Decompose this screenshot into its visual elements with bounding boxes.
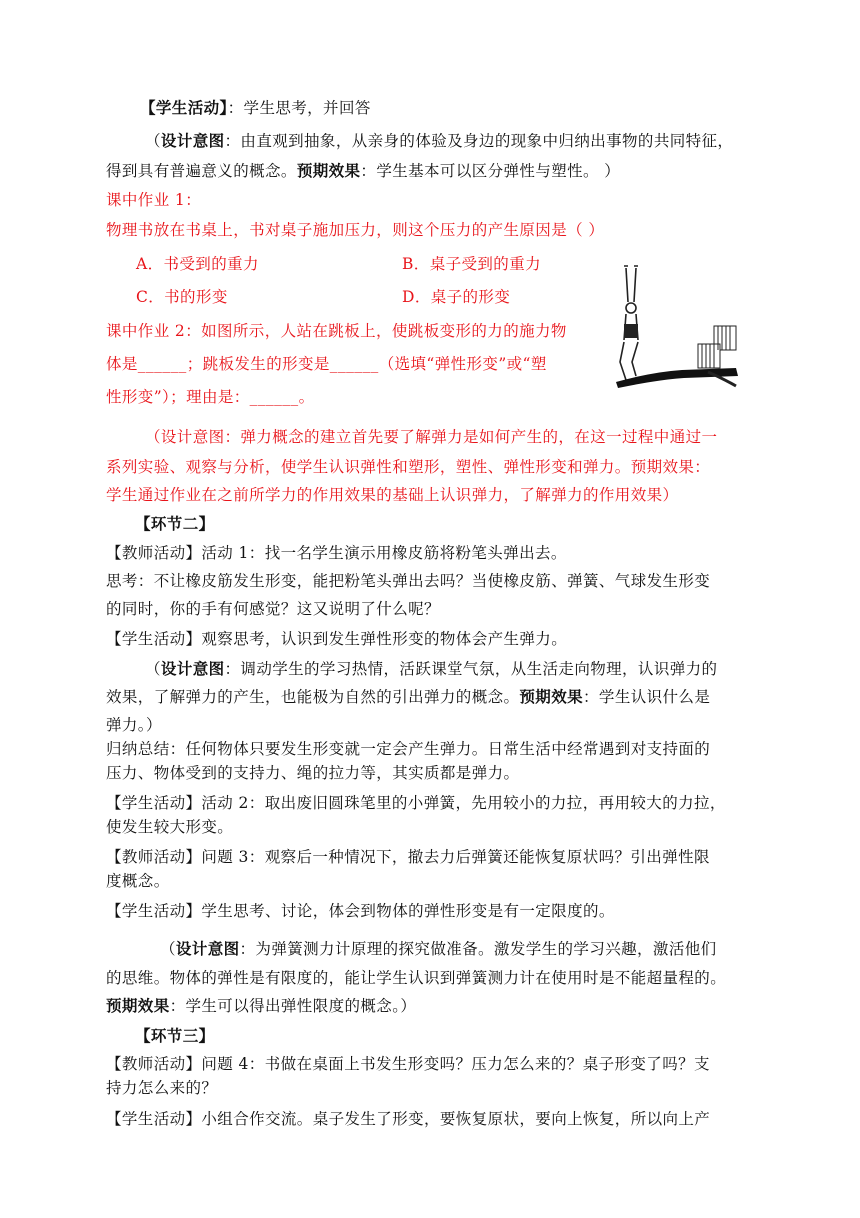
student-activity-2-line-2: 使发生较大形变。	[106, 818, 234, 836]
intent-label: 设计意图	[160, 131, 225, 150]
paragraph-text: ：学生思考，并回答	[227, 99, 371, 117]
activity-tag: 【学生活动】	[106, 1110, 202, 1128]
teacher-question-3-line-2: 度概念。	[106, 872, 170, 890]
activity-tag: 【教师活动】	[106, 544, 202, 562]
intent-2-line-3: 弹力。）	[106, 716, 162, 734]
design-intent-line-1	[145, 130, 733, 152]
student-activity-2-line-1	[106, 792, 726, 814]
teacher-question-4-line-2: 持力怎么来的？	[106, 1079, 218, 1097]
activity-tag: 【学生活动】	[106, 902, 202, 920]
option-a: A．书受到的重力	[136, 255, 259, 273]
student-activity-answer	[140, 97, 371, 119]
activity-tag: 【学生活动】	[106, 794, 202, 812]
paragraph-text: ：调动学生的学习热情，活跃课堂气氛，从生活走向物理，认识弹力的	[224, 660, 718, 678]
think-line-1: 思考：不让橡皮筋发生形变，能把粉笔头弹出去吗？当使橡皮筋、弹簧、气球发生形变	[106, 572, 711, 590]
teacher-question-4-line-1	[106, 1053, 710, 1075]
option-c: C．书的形变	[136, 288, 228, 306]
intent-3-line-1	[160, 938, 717, 960]
paragraph-text: 问题 4：书做在桌面上书发生形变吗？压力怎么来的？桌子形变了吗？支	[201, 1055, 710, 1073]
intent-red-line-3: 学生通过作业在之前所学力的作用效果的基础上认识弹力，了解弹力的作用效果）	[106, 486, 679, 504]
section-2-heading: 【环节二】	[135, 514, 215, 533]
student-activity-discuss	[106, 900, 615, 922]
paren: （	[160, 940, 176, 958]
option-d: D．桌子的形变	[402, 288, 511, 306]
intent-label: 设计意图	[175, 939, 240, 958]
paragraph-text: 问题 3：观察后一种情况下，撤去力后弹簧还能恢复原状吗？引出弹性限	[201, 848, 710, 866]
intent-3-line-3	[106, 995, 416, 1017]
activity-tag: 【学生活动】	[140, 98, 228, 117]
teacher-activity-1	[106, 542, 567, 564]
homework-2-line-2: 体是______；跳板发生的形变是______（选填“弹性形变”或“塑	[106, 355, 547, 373]
paren: （	[145, 660, 161, 678]
summary-line-2: 压力、物体受到的支持力、绳的拉力等，其实质都是弹力。	[106, 764, 520, 782]
paren: （	[145, 132, 161, 150]
paragraph-text: 学生思考、讨论，体会到物体的弹性形变是有一定限度的。	[201, 902, 615, 920]
paragraph-text: ：由直观到抽象，从亲身的体验及身边的现象中归纳出事物的共同特征，	[224, 132, 734, 150]
homework-1-title: 课中作业 1：	[106, 191, 202, 209]
effect-label: 预期效果	[106, 996, 170, 1015]
design-intent-line-2	[106, 160, 620, 182]
intent-2-line-1	[145, 658, 717, 680]
teacher-question-3-line-1	[106, 846, 710, 868]
summary-line-1: 归纳总结：任何物体只要发生形变就一定会产生弹力。日常生活中经常遇到对支持面的	[106, 740, 711, 758]
paragraph-text: 小组合作交流。桌子发生了形变，要恢复原状，要向上恢复，所以向上产	[201, 1110, 711, 1128]
intent-label: 设计意图	[160, 659, 225, 678]
option-b: B．桌子受到的重力	[402, 255, 541, 273]
activity-tag: 【教师活动】	[106, 848, 202, 866]
student-activity-observe	[106, 628, 567, 650]
paragraph-text: 效果，了解弹力的产生，也能极为自然的引出弹力的概念。	[106, 688, 520, 706]
paragraph-text: 观察思考，认识到发生弹性形变的物体会产生弹力。	[201, 630, 568, 648]
paragraph-text: 活动 1：找一名学生演示用橡皮筋将粉笔头弹出去。	[201, 544, 567, 562]
paragraph-text: ：学生认识什么是	[583, 688, 711, 706]
intent-red-line-2: 系列实验、观察与分析，使学生认识弹性和塑形，塑性、弹性形变和弹力。预期效果：	[106, 458, 711, 476]
intent-3-line-2: 的思维。物体的弹性是有限度的，能让学生认识到弹簧测力计在使用时是不能超量程的。	[106, 969, 727, 987]
paragraph-text: ：学生可以得出弹性限度的概念。）	[169, 997, 417, 1015]
activity-tag: 【学生活动】	[106, 630, 202, 648]
paragraph-text: 得到具有普遍意义的概念。	[106, 162, 297, 180]
paragraph-text: 活动 2：取出废旧圆珠笔里的小弹簧，先用较小的力拉，再用较大的力拉，	[201, 794, 726, 812]
homework-2-line-3: 性形变”）；理由是：______。	[106, 388, 315, 406]
intent-red-line-1: （设计意图：弹力概念的建立首先要了解弹力是如何产生的，在这一过程中通过一	[145, 428, 718, 446]
think-line-2: 的同时，你的手有何感觉？这又说明了什么呢？	[106, 600, 440, 618]
intent-2-line-2	[106, 686, 710, 708]
homework-2-line-1: 课中作业 2：如图所示，人站在跳板上，使跳板变形的力的施力物	[106, 322, 567, 340]
section-3-heading: 【环节三】	[135, 1026, 215, 1045]
student-group-discussion	[106, 1108, 710, 1130]
paragraph-text: ：学生基本可以区分弹性与塑性。 ）	[360, 162, 621, 180]
effect-label: 预期效果	[296, 161, 361, 180]
activity-tag: 【教师活动】	[106, 1055, 202, 1073]
homework-1-question: 物理书放在书桌上，书对桌子施加压力，则这个压力的产生原因是（ ）	[106, 221, 605, 239]
springboard-figure	[612, 262, 742, 390]
paragraph-text: ：为弹簧测力计原理的探究做准备。激发学生的学习兴趣，激活他们	[239, 940, 717, 958]
effect-label: 预期效果	[519, 687, 584, 706]
